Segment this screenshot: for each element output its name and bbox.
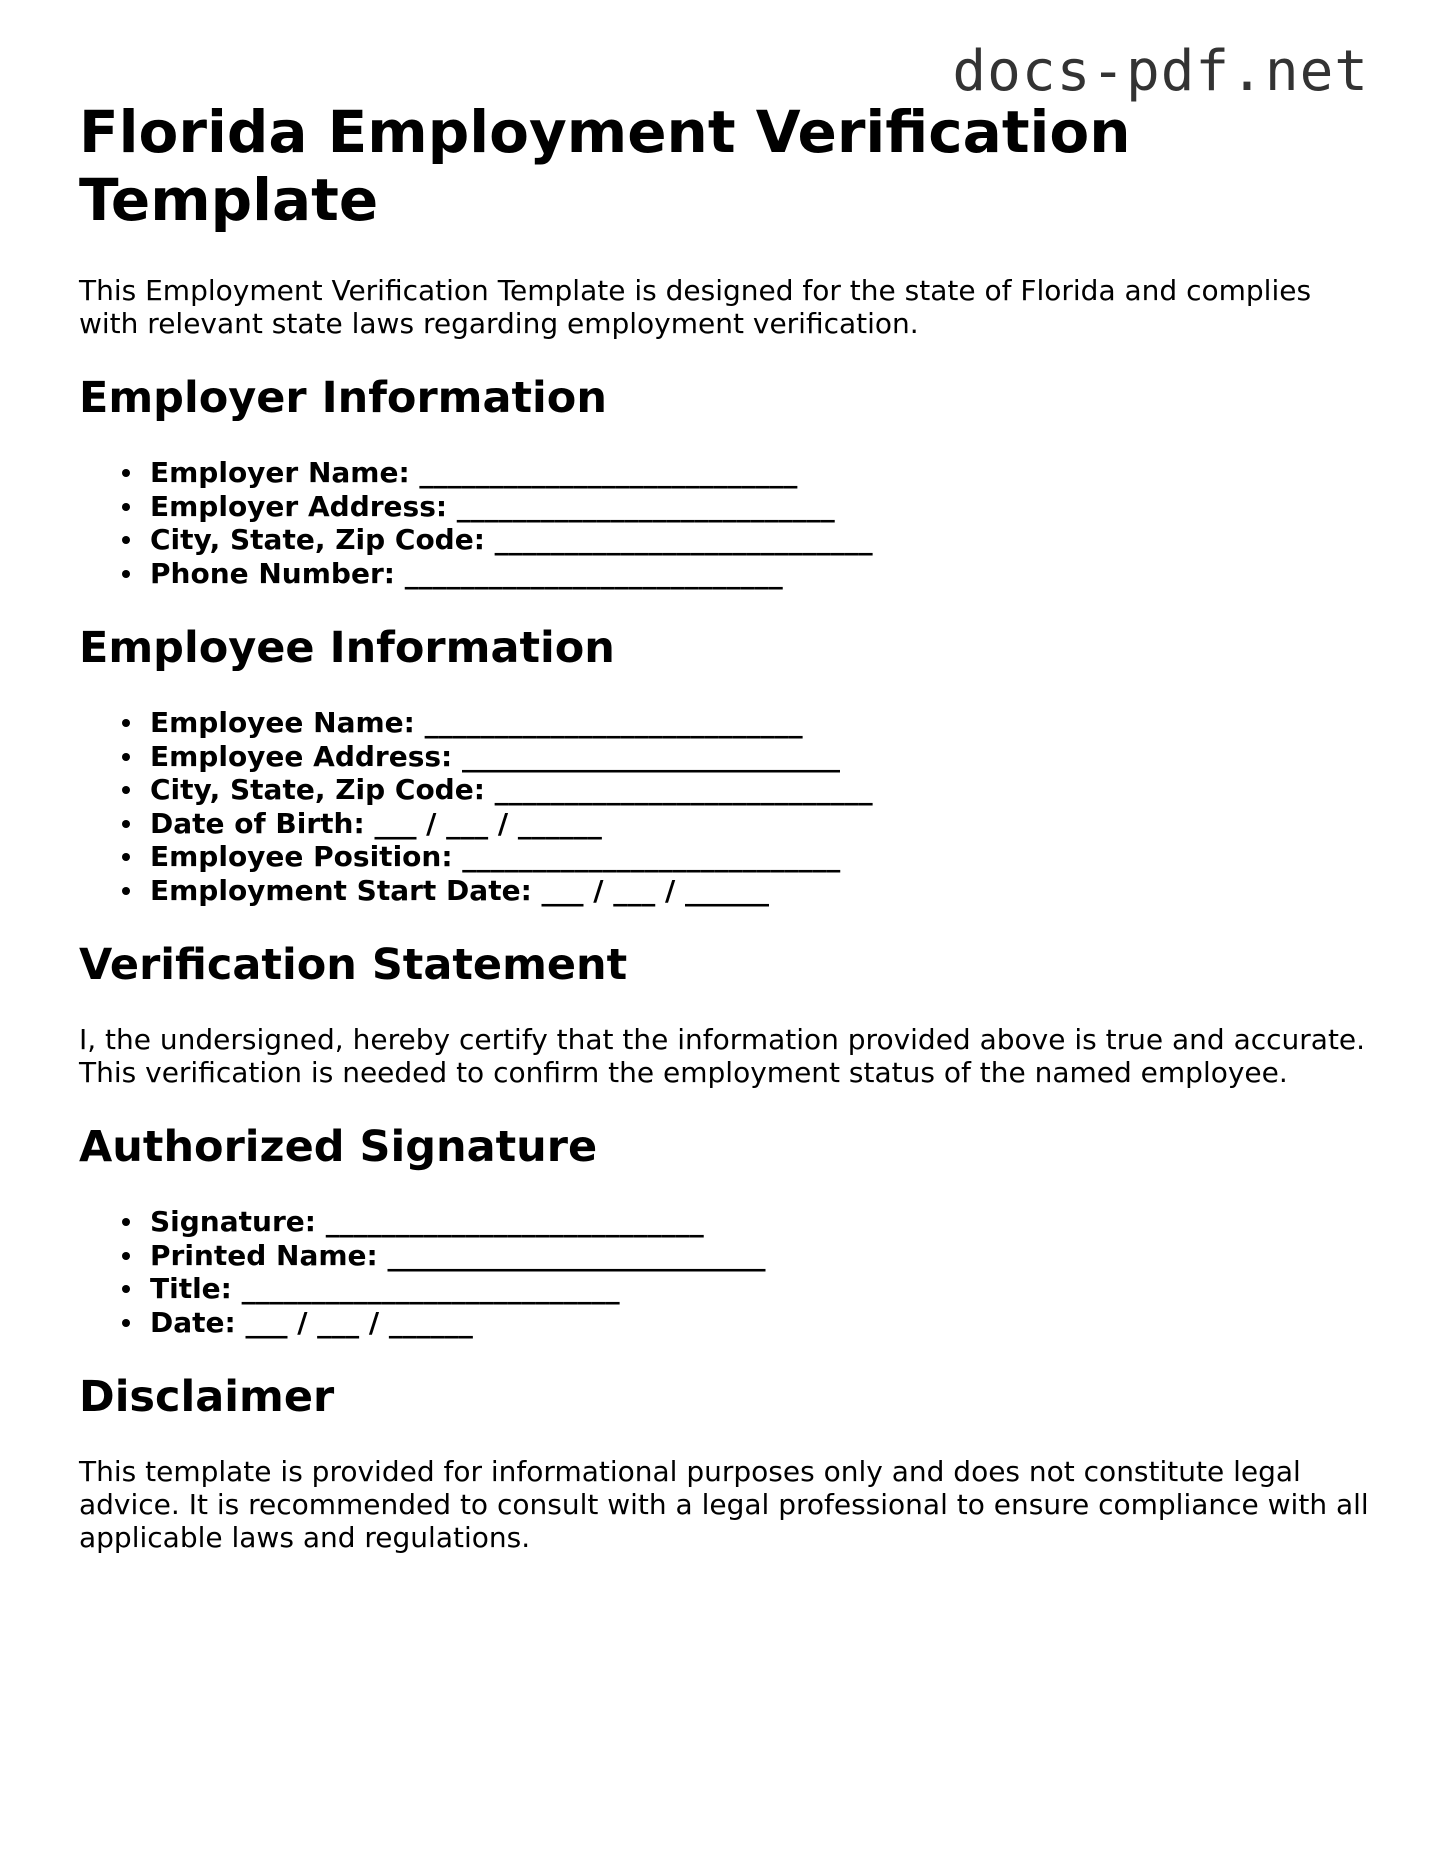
- watermark: docs-pdf.net: [952, 39, 1369, 104]
- employment-start-date-field: Employment Start Date: ___ / ___ / ______: [150, 874, 1369, 908]
- disclaimer-text: This template is provided for informational purposes only and does not constitute legal advice. It is recommended to consult with a legal professional to ensure compliance with all applicable laws and regulations.: [79, 1455, 1369, 1554]
- employer-name-field: Employer Name: ___________________________: [150, 456, 1369, 490]
- employee-name-field: Employee Name: ___________________________: [150, 706, 1369, 740]
- employee-address-field: Employee Address: ___________________________: [150, 740, 1369, 774]
- employee-information-heading: Employee Information: [79, 623, 615, 673]
- employer-information-heading: Employer Information: [79, 373, 607, 423]
- document-page: [79, 98, 1369, 1554]
- printed-name-field: Printed Name: ___________________________: [150, 1239, 1369, 1273]
- employee-date-of-birth-field: Date of Birth: ___ / ___ / ______: [150, 807, 1369, 841]
- date-field: Date: ___ / ___ / ______: [150, 1306, 1369, 1340]
- employee-position-field: Employee Position: ___________________________: [150, 840, 1369, 874]
- intro-paragraph: This Employment Verification Template is designed for the state of Florida and complies with relevant state laws regarding employment verification.: [79, 274, 1312, 340]
- signature-field: Signature: ___________________________: [150, 1205, 1369, 1239]
- employer-address-field: Employer Address: ___________________________: [150, 490, 1369, 524]
- employer-information-list: [79, 456, 1369, 590]
- authorized-signature-list: [79, 1205, 1369, 1339]
- title-field: Title: ___________________________: [150, 1272, 1369, 1306]
- disclaimer-heading: Disclaimer: [79, 1372, 335, 1422]
- employer-city-state-zip-field: City, State, Zip Code: ___________________________: [150, 523, 1369, 557]
- verification-statement-heading: Verification Statement: [79, 940, 628, 990]
- employee-city-state-zip-field: City, State, Zip Code: ___________________________: [150, 773, 1369, 807]
- employer-phone-field: Phone Number: ___________________________: [150, 557, 1369, 591]
- verification-statement-text: I, the undersigned, hereby certify that the information provided above is true and accurate. This verification is needed to confirm the employment status of the named employee.: [79, 1023, 1366, 1089]
- document-title: Florida Employment Verification Template: [79, 98, 1131, 234]
- authorized-signature-heading: Authorized Signature: [79, 1122, 598, 1172]
- employee-information-list: [79, 706, 1369, 907]
